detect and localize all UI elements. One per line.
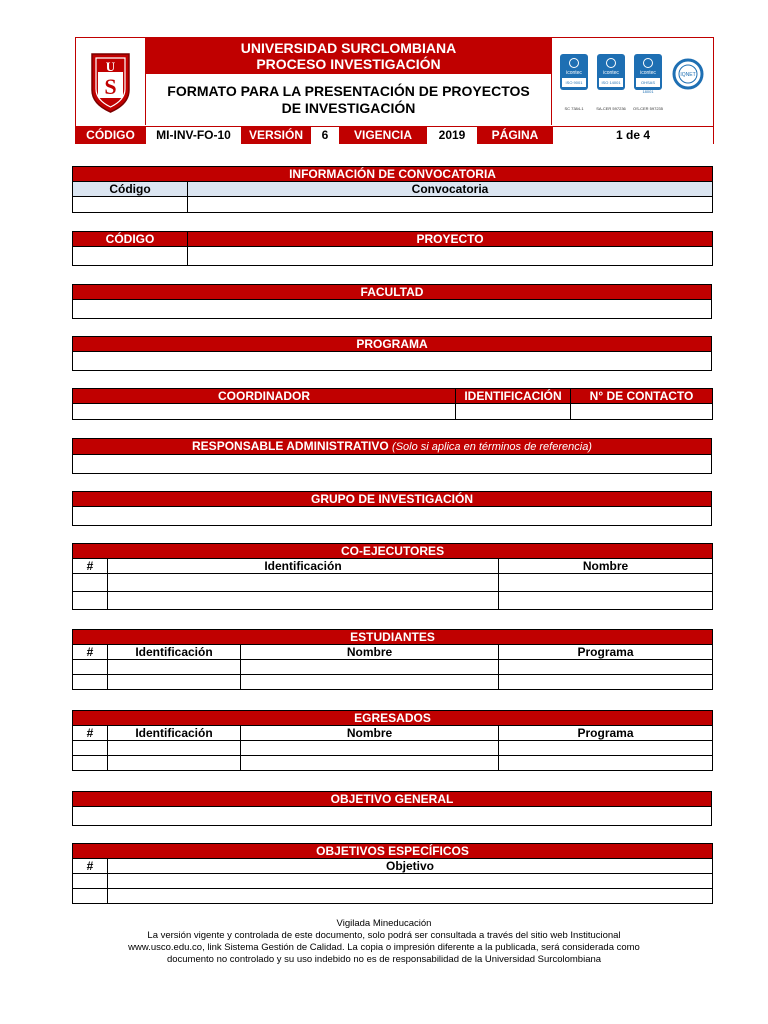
footer-line: La versión vigente y controlada de este documento, solo podrá ser consultada a través del sitio web Institucional [147,930,621,941]
facultad-field[interactable] [73,300,712,319]
responsable-field[interactable] [73,455,712,474]
document-footer [90,918,678,966]
footer-line: www.usco.edu.co, link Sistema Gestión de Calidad. La copia o impresión diferente a la publicada, será considerada como [128,942,640,953]
page-label: PÁGINA [478,127,552,144]
validity-value: 2019 [426,127,478,144]
table-cell[interactable] [108,741,241,756]
table-cell[interactable] [73,675,108,690]
coordinador-name-field[interactable] [73,404,456,420]
iqnet-icon [672,58,704,90]
section-title: PROGRAMA [73,337,712,352]
proyecto-name-field[interactable] [188,247,713,266]
validity-label: VIGENCIA [340,127,426,144]
column-header: PROYECTO [188,232,713,247]
objetivos-especificos-table [72,843,713,904]
table-cell[interactable] [73,889,108,904]
column-header: COORDINADOR [73,389,456,404]
grupo-field[interactable] [73,507,712,526]
section-title: GRUPO DE INVESTIGACIÓN [73,492,712,507]
column-header: # [73,859,108,874]
certifications [552,38,713,125]
section-title: OBJETIVOS ESPECÍFICOS [73,844,713,859]
column-header: Identificación [108,726,241,741]
table-cell[interactable] [108,675,241,690]
code-label: CÓDIGO [76,127,145,144]
column-header: Programa [499,645,713,660]
programa-field[interactable] [73,352,712,371]
svg-text:IQNET: IQNET [680,72,696,78]
egresados-table [72,710,713,771]
section-title: OBJETIVO GENERAL [73,792,712,807]
format-title-line2: DE INVESTIGACIÓN [281,100,416,116]
table-cell[interactable] [73,741,108,756]
column-header: # [73,559,108,574]
coordinador-table [72,388,713,420]
programa-table [72,336,712,371]
version-label: VERSIÓN [242,127,310,144]
table-cell[interactable] [241,660,499,675]
format-title [146,75,551,125]
facultad-table [72,284,712,319]
responsable-title: RESPONSABLE ADMINISTRATIVO [192,439,389,453]
section-title: EGRESADOS [73,711,713,726]
svg-text:S: S [104,74,117,99]
process-name: PROCESO INVESTIGACIÓN [256,56,441,72]
table-cell[interactable] [108,574,499,592]
table-cell[interactable] [499,592,713,610]
table-cell[interactable] [108,889,713,904]
proyecto-table [72,231,713,266]
column-header: # [73,645,108,660]
column-header: Identificación [108,645,241,660]
table-cell[interactable] [499,756,713,771]
convocatoria-code-field[interactable] [73,197,188,213]
logo-cell [76,38,146,125]
code-value: MI-INV-FO-10 [145,127,242,144]
table-cell[interactable] [499,574,713,592]
section-title: ESTUDIANTES [73,630,713,645]
convocatoria-name-field[interactable] [188,197,713,213]
icontec-iso14001-badge: icontec ISO 14001 [597,54,625,90]
cert-number: SA-CER 597236 [596,106,626,111]
section-title: CO-EJECUTORES [73,544,713,559]
svg-text:U: U [105,59,116,74]
coejecutores-table [72,543,713,610]
table-cell[interactable] [73,660,108,675]
column-header: Nombre [499,559,713,574]
responsable-note: (Solo si aplica en términos de referencia) [392,441,592,453]
format-title-line1: FORMATO PARA LA PRESENTACIÓN DE PROYECTOS [167,83,530,99]
column-header: Código [73,182,188,197]
table-cell[interactable] [73,874,108,889]
cert-number: OS-CER 597235 [632,106,663,111]
coordinador-id-field[interactable] [456,404,571,420]
column-header: Programa [499,726,713,741]
objetivo-general-field[interactable] [73,807,712,826]
column-header: # [73,726,108,741]
university-name: UNIVERSIDAD SURCLOMBIANA [240,40,457,56]
column-header: Convocatoria [188,182,713,197]
column-header: Objetivo [108,859,713,874]
table-cell[interactable] [108,756,241,771]
section-title: FACULTAD [73,285,712,300]
version-value: 6 [310,127,340,144]
title-banner [146,38,551,74]
table-cell[interactable] [73,592,108,610]
university-shield-logo [76,38,145,125]
grupo-table [72,491,712,526]
estudiantes-table [72,629,713,690]
icontec-ohsas-badge: icontec OHSAS 18001 [634,54,662,90]
footer-line: documento no controlado y su uso indebido no es de responsabilidad de la Universidad Surcolombiana [166,954,602,965]
column-header: Nombre [241,726,499,741]
title-block [146,38,552,125]
column-header: IDENTIFICACIÓN [456,389,571,404]
table-cell[interactable] [73,756,108,771]
responsable-table [72,438,712,474]
table-cell[interactable] [241,741,499,756]
table-cell[interactable] [108,592,499,610]
table-cell[interactable] [108,874,713,889]
table-cell[interactable] [241,675,499,690]
page-value: 1 de 4 [552,127,713,144]
cert-number: SC 7384-1 [564,106,584,111]
objetivo-general-table [72,791,712,826]
section-title: INFORMACIÓN DE CONVOCATORIA [73,167,713,182]
convocatoria-table [72,166,713,213]
table-cell[interactable] [108,660,241,675]
column-header: N° DE CONTACTO [571,389,713,404]
table-cell[interactable] [499,741,713,756]
column-header: CÓDIGO [73,232,188,247]
column-header: Identificación [108,559,499,574]
proyecto-code-field[interactable] [73,247,188,266]
icontec-iso9001-badge: icontec ISO 9001 [560,54,588,90]
coordinador-contact-field[interactable] [571,404,713,420]
table-cell[interactable] [499,675,713,690]
table-cell[interactable] [499,660,713,675]
section-title [73,439,712,455]
document-meta-row [76,126,713,144]
table-cell[interactable] [73,574,108,592]
document-header [75,37,714,144]
column-header: Nombre [241,645,499,660]
footer-line: Vigilada Mineducación [336,918,432,929]
table-cell[interactable] [241,756,499,771]
